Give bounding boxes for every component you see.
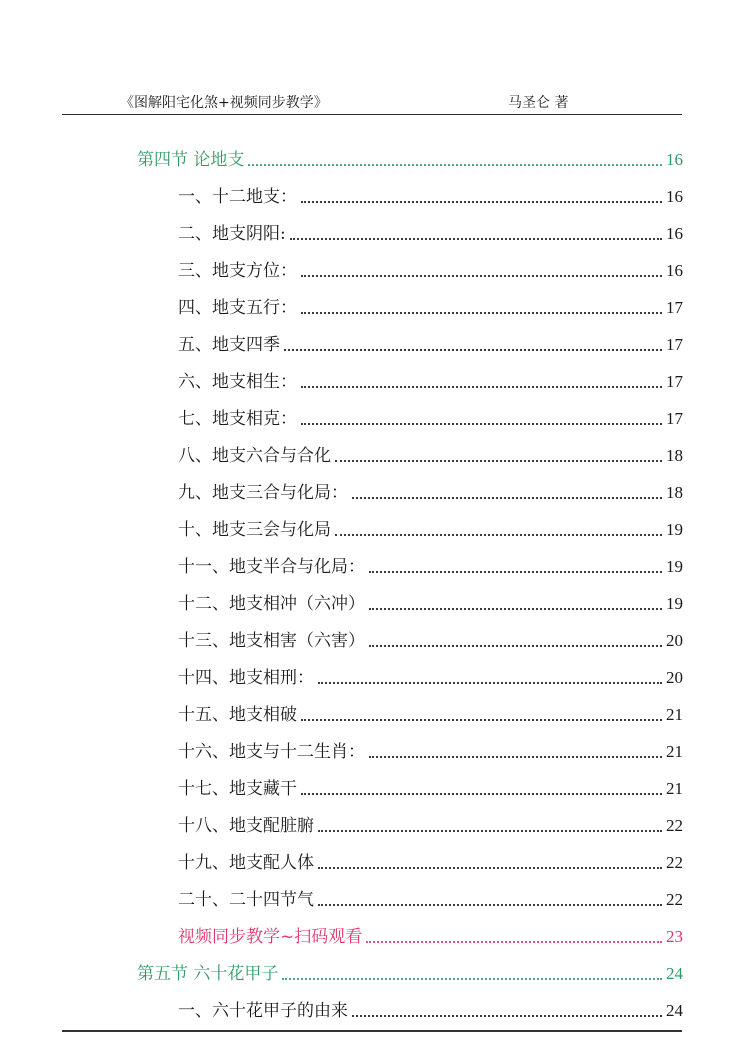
toc-entry-label: 三、地支方位： <box>178 261 297 281</box>
toc-entry-label: 四、地支五行： <box>178 298 297 318</box>
toc-entry[interactable] <box>178 441 683 467</box>
dot-leader <box>335 534 662 536</box>
dot-leader <box>301 719 662 721</box>
toc-page-number: 22 <box>666 890 683 909</box>
toc-entry-label: 第五节 六十花甲子 <box>137 964 279 984</box>
toc-page-number: 16 <box>666 261 683 280</box>
toc-entry[interactable] <box>178 367 683 393</box>
toc-section-4[interactable] <box>137 145 683 171</box>
dot-leader <box>290 238 662 240</box>
toc-page-number: 22 <box>666 816 683 835</box>
toc-entry[interactable] <box>178 663 683 689</box>
toc-page-number: 21 <box>666 779 683 798</box>
toc-entry-label: 一、六十花甲子的由来 <box>178 1001 348 1021</box>
toc-entry[interactable] <box>178 774 683 800</box>
dot-leader <box>369 608 662 610</box>
toc-page-number: 24 <box>666 1001 683 1020</box>
toc-page-number: 18 <box>666 483 683 502</box>
footer-rule <box>62 1030 682 1032</box>
toc-entry-label: 八、地支六合与合化 <box>178 446 331 466</box>
toc-section-5[interactable] <box>137 959 683 985</box>
toc-video-link[interactable] <box>178 922 683 948</box>
toc-entry-label: 十一、地支半合与化局： <box>178 557 365 577</box>
dot-leader <box>301 793 662 795</box>
toc-page-number: 21 <box>666 742 683 761</box>
dot-leader <box>318 830 662 832</box>
dot-leader <box>369 571 662 573</box>
toc-entry[interactable] <box>178 293 683 319</box>
toc-entry[interactable] <box>178 404 683 430</box>
toc-entry[interactable] <box>178 515 683 541</box>
dot-leader <box>318 904 662 906</box>
dot-leader <box>301 275 662 277</box>
toc-entry[interactable] <box>178 182 683 208</box>
toc-entry-label: 十二、地支相冲（六冲） <box>178 594 365 614</box>
toc-page-number: 17 <box>666 298 683 317</box>
toc-entry-label: 二、地支阴阳: <box>178 224 286 244</box>
toc-entry[interactable] <box>178 478 683 504</box>
toc-entry[interactable] <box>178 330 683 356</box>
dot-leader <box>318 682 662 684</box>
book-title: 《图解阳宅化煞+视频同步教学》 <box>120 95 328 111</box>
toc-entry-label: 九、地支三合与化局： <box>178 483 348 503</box>
dot-leader <box>301 201 662 203</box>
dot-leader <box>318 867 662 869</box>
toc-entry[interactable] <box>178 996 683 1022</box>
toc-page-number: 22 <box>666 853 683 872</box>
toc-entry[interactable] <box>178 589 683 615</box>
toc-entry-label: 十五、地支相破 <box>178 705 297 725</box>
toc-entry-label: 五、地支四季 <box>178 335 280 355</box>
toc-entry-label: 二十、二十四节气 <box>178 890 314 910</box>
toc-page-number: 16 <box>666 150 683 169</box>
dot-leader <box>369 756 662 758</box>
dot-leader <box>335 460 662 462</box>
toc-entry[interactable] <box>178 256 683 282</box>
toc-entry[interactable] <box>178 552 683 578</box>
toc-page-number: 16 <box>666 187 683 206</box>
toc-entry[interactable] <box>178 885 683 911</box>
toc-entry-label: 视频同步教学~扫码观看 <box>178 927 363 947</box>
toc-page-number: 24 <box>666 964 683 983</box>
author-name: 马圣仑 著 <box>508 95 569 111</box>
toc-entry[interactable] <box>178 626 683 652</box>
dot-leader <box>369 645 662 647</box>
toc-page-number: 17 <box>666 372 683 391</box>
toc-entry-label: 十八、地支配脏腑 <box>178 816 314 836</box>
dot-leader <box>282 978 662 980</box>
toc-page-number: 17 <box>666 335 683 354</box>
dot-leader <box>284 349 662 351</box>
toc-entry-label: 十九、地支配人体 <box>178 853 314 873</box>
toc-entry-label: 十六、地支与十二生肖： <box>178 742 365 762</box>
dot-leader <box>301 312 662 314</box>
toc-entry-label: 六、地支相生： <box>178 372 297 392</box>
toc-entry-label: 十三、地支相害（六害） <box>178 631 365 651</box>
dot-leader <box>248 164 662 166</box>
dot-leader <box>301 423 662 425</box>
dot-leader <box>301 386 662 388</box>
dot-leader <box>366 941 662 943</box>
toc-page-number: 19 <box>666 594 683 613</box>
toc-page-number: 20 <box>666 631 683 650</box>
toc-entry[interactable] <box>178 219 683 245</box>
toc-entry-label: 七、地支相克： <box>178 409 297 429</box>
toc-page-number: 21 <box>666 705 683 724</box>
toc-entry[interactable] <box>178 700 683 726</box>
toc-entry-label: 十、地支三会与化局 <box>178 520 331 540</box>
toc-entry[interactable] <box>178 811 683 837</box>
toc-entry-label: 一、十二地支： <box>178 187 297 207</box>
toc-page-number: 19 <box>666 520 683 539</box>
toc-entry-label: 第四节 论地支 <box>137 150 245 170</box>
dot-leader <box>352 497 662 499</box>
toc-entry-label: 十四、地支相刑： <box>178 668 314 688</box>
dot-leader <box>352 1015 662 1017</box>
toc-page-number: 18 <box>666 446 683 465</box>
toc-page-number: 16 <box>666 224 683 243</box>
toc-page-number: 19 <box>666 557 683 576</box>
toc-entry[interactable] <box>178 848 683 874</box>
toc-entry[interactable] <box>178 737 683 763</box>
toc-page-number: 20 <box>666 668 683 687</box>
toc-entry-label: 十七、地支藏干 <box>178 779 297 799</box>
toc-page-number: 23 <box>666 927 683 946</box>
toc-page-number: 17 <box>666 409 683 428</box>
